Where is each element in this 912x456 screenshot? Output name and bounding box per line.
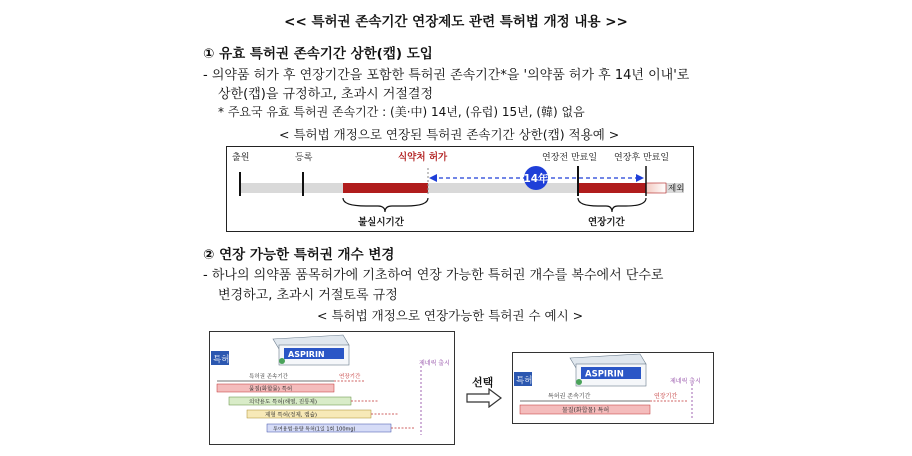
page-title: << 특허권 존속기간 연장제도 관련 특허법 개정 내용 >>	[284, 14, 628, 30]
section2-caption: < 특허법 개정으로 연장가능한 특허권 수 예시 >	[317, 308, 584, 323]
right-generic-label: 제네릭 출시	[670, 378, 701, 385]
extension-label: 연장기간	[588, 217, 625, 228]
left-row2-label: 의약용도 특허(해열, 진통제)	[249, 399, 317, 406]
section1-line1: - 의약품 허가 후 연장기간을 포함한 특허권 존속기간*을 '의약품 허가 후 14년 이내'로	[203, 68, 690, 83]
section1-caption: < 특허법 개정으로 연장된 특허권 존속기간 상한(캡) 적용예 >	[279, 127, 620, 142]
left-brand: ASPIRIN	[288, 350, 325, 359]
section2-line2: 변경하고, 초과시 거절토록 규정	[218, 288, 398, 303]
section2-line1: - 하나의 의약품 품목허가에 기초하여 연장 가능한 특허권 개수를 복수에서 단수로	[203, 268, 664, 283]
left-row1-label: 물질(화합물) 특허	[249, 386, 293, 393]
right-brand: ASPIRIN	[585, 369, 624, 380]
multi-patent-diagram	[209, 331, 455, 445]
registration-label: 등록	[295, 153, 313, 163]
extension-bar	[578, 183, 646, 193]
right-ext-label: 연장기간	[654, 393, 678, 400]
cap-diagram	[226, 146, 694, 232]
right-row-label: 물질(화합물) 특허	[562, 407, 610, 414]
cap-label: 14年	[523, 173, 549, 185]
approval-label: 식약처 허가	[398, 152, 448, 163]
non-working-bar	[343, 183, 428, 193]
right-tag: 특허	[516, 376, 533, 386]
expiry-before-label: 연장전 만료일	[542, 153, 598, 163]
select-arrow-icon	[465, 388, 503, 408]
right-logo-icon	[576, 379, 582, 385]
right-term-label: 특허권 존속기간	[548, 393, 591, 400]
expiry-after-label: 연장후 만료일	[614, 153, 670, 163]
left-row3-label: 제형 특허(정제, 캡슐)	[265, 412, 318, 419]
single-patent-diagram	[512, 352, 714, 424]
filing-label: 출원	[232, 153, 250, 163]
left-row4-label: 투여용법·용량 특허(1일 1회 100mg)	[273, 426, 356, 433]
section2-heading: ② 연장 가능한 특허권 개수 변경	[203, 247, 395, 263]
excluded-bar	[646, 183, 666, 193]
section1-note: * 주요국 유효 특허권 존속기간 : (美·中) 14년, (유럽) 15년, (韓) 없음	[218, 105, 585, 119]
non-working-label: 불실시기간	[358, 217, 404, 228]
left-logo-icon	[279, 358, 285, 364]
left-generic-label: 제네릭 출시	[419, 360, 450, 367]
left-term-label: 특허권 존속기간	[249, 374, 288, 380]
left-ext-label: 연장기간	[339, 374, 361, 380]
section1-heading: ① 유효 특허권 존속기간 상한(캡) 도입	[203, 46, 433, 62]
section1-line2: 상한(캡)을 규정하고, 초과시 거절결정	[218, 87, 434, 102]
left-tag: 특허	[213, 355, 230, 365]
select-label: 선택	[472, 376, 494, 389]
excluded-label: 제외	[668, 184, 685, 194]
